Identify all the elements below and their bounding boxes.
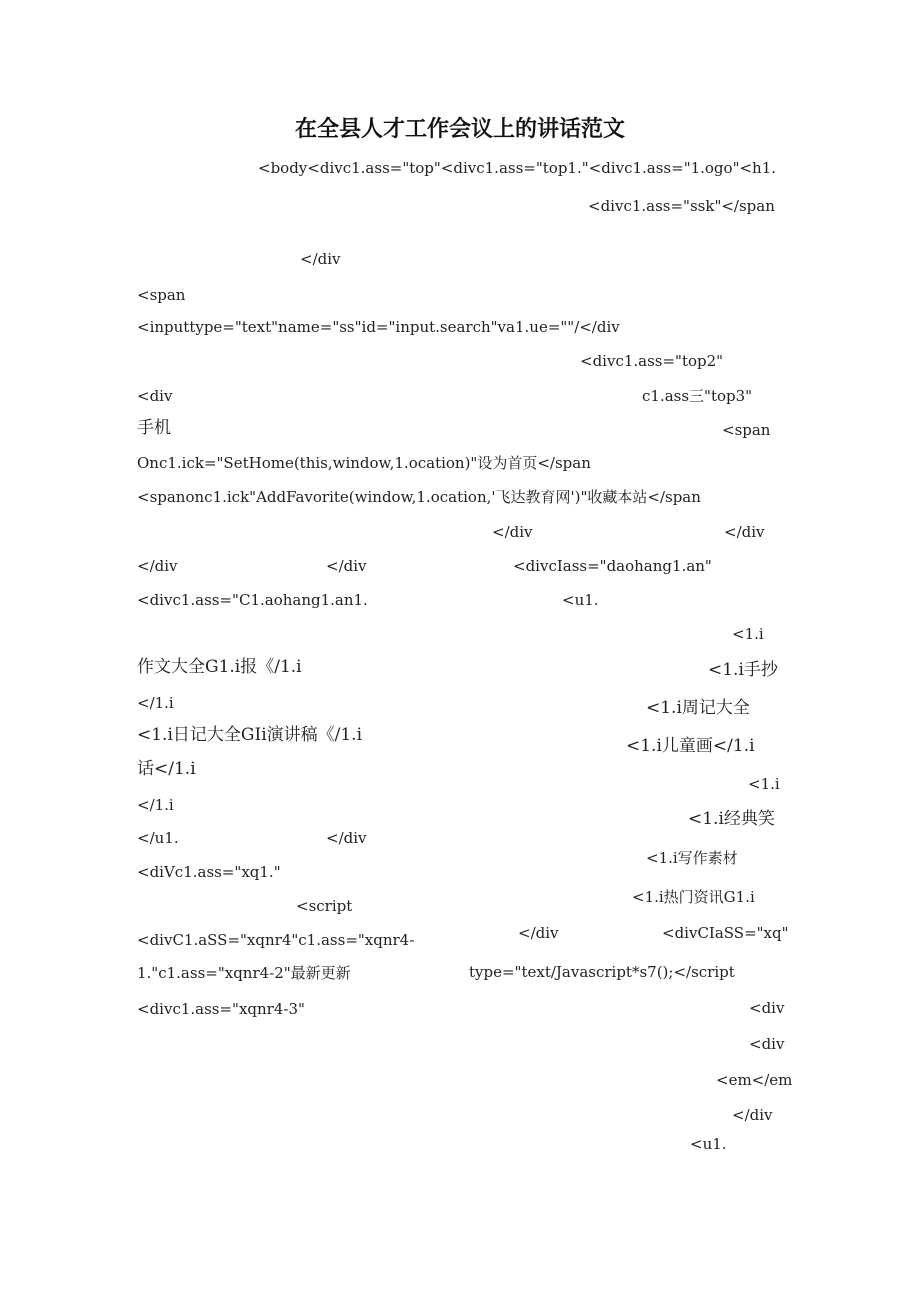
text-line: <spanonc1.ick"AddFavorite(window,1.ocation,'飞达教育网')"收藏本站</span	[137, 488, 701, 506]
text-line: Onc1.ick="SetHome(this,window,1.ocation)"设为首页</span	[137, 454, 591, 472]
text-line: <1.i	[732, 625, 764, 643]
text-line: </div	[300, 250, 341, 268]
text-line: <1.i写作素材	[646, 849, 738, 867]
text-line: <divc1.ass="xqnr4-3"	[137, 1000, 305, 1018]
text-line: <body<divc1.ass="top"<divc1.ass="top1."<divc1.ass="1.ogo"<h1.	[258, 159, 777, 177]
text-line: <script	[296, 897, 353, 915]
text-line: <span	[722, 421, 771, 439]
text-line: 话</1.i	[137, 759, 196, 779]
text-line: <1.i周记大全	[646, 698, 750, 718]
text-line: <div	[749, 999, 785, 1017]
text-line: </1.i	[137, 796, 174, 814]
text-line: </div	[137, 557, 178, 575]
text-line: <1.i儿童画</1.i	[626, 736, 755, 756]
text-line: <inputtype="text"name="ss"id="input.search"va1.ue=""/</div	[137, 318, 620, 336]
text-line: <divc1.ass="top2"	[580, 352, 724, 370]
text-line: </u1.	[137, 829, 179, 847]
text-line: </div	[492, 523, 533, 541]
text-line: </div	[518, 924, 559, 942]
text-line: <divCIaSS="xq"	[662, 924, 789, 942]
document-title: 在全县人才工作会议上的讲话范文	[294, 117, 625, 142]
text-line: <divc1.ass="ssk"</span	[588, 197, 775, 215]
text-line: <divC1.aSS="xqnr4"c1.ass="xqnr4-	[137, 931, 415, 949]
text-line: c1.ass三"top3"	[642, 387, 753, 405]
text-line: </div	[326, 829, 367, 847]
text-line: 手机	[137, 418, 171, 438]
text-line: 作文大全G1.i报《/1.i	[137, 657, 302, 677]
text-line: <divc1.ass="C1.aohang1.an1.	[137, 591, 368, 609]
text-line: <diVc1.ass="xq1."	[137, 863, 281, 881]
text-line: <1.i	[748, 775, 780, 793]
text-line: <1.i手抄	[708, 660, 778, 680]
text-line: <div	[749, 1035, 785, 1053]
text-line: </div	[326, 557, 367, 575]
text-line: <1.i热门资讯G1.i	[632, 888, 755, 906]
text-line: </1.i	[137, 694, 174, 712]
text-line: </div	[724, 523, 765, 541]
text-line: <u1.	[690, 1135, 727, 1153]
text-line: <em</em	[716, 1071, 793, 1089]
text-line: <u1.	[562, 591, 599, 609]
text-line: <span	[137, 286, 186, 304]
text-line: <1.i日记大全GIi演讲稿《/1.i	[137, 725, 363, 745]
text-line: <div	[137, 387, 173, 405]
text-line: </div	[732, 1106, 773, 1124]
text-line: type="text/Javascript*s7();</script	[469, 963, 735, 981]
text-line: 1."c1.ass="xqnr4-2"最新更新	[137, 964, 351, 982]
text-line: <1.i经典笑	[688, 809, 775, 829]
text-line: <divcIass="daohang1.an"	[513, 557, 712, 575]
